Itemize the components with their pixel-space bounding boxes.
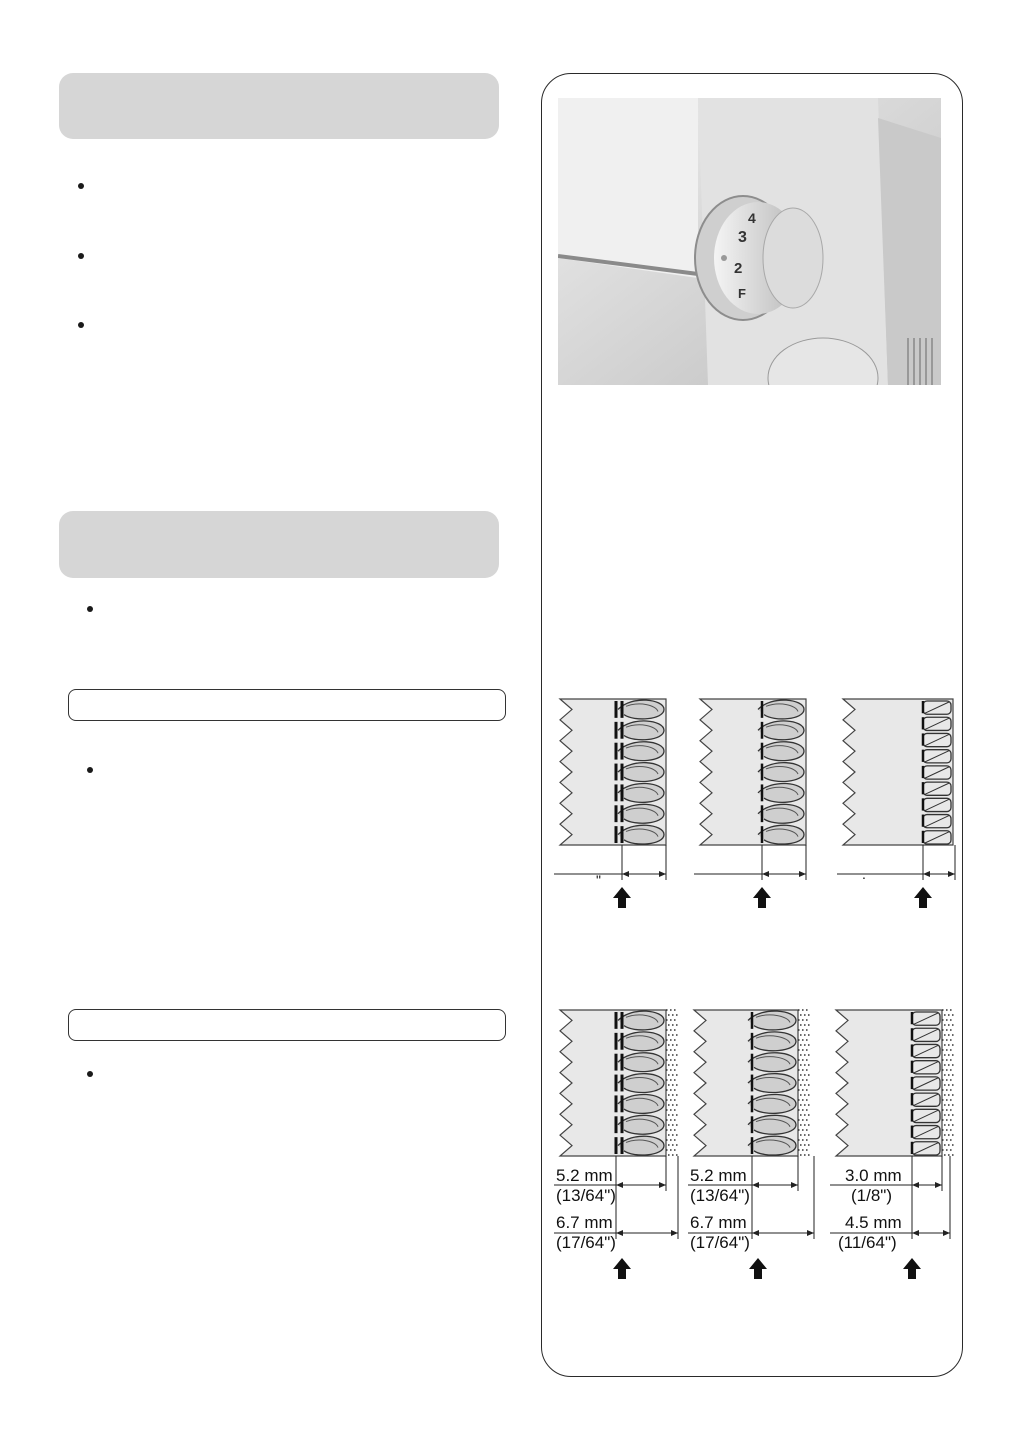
bullet <box>78 183 84 189</box>
dial-mark: 3 <box>738 229 747 246</box>
subheading-box-1 <box>68 689 506 721</box>
measure-inch: (17/64") <box>690 1233 750 1252</box>
needle-position-arrow <box>903 1258 921 1279</box>
needle-position-arrow <box>914 887 932 908</box>
measure-inch: (11/64") <box>838 1233 897 1252</box>
needle-position-arrow <box>613 887 631 908</box>
bullet <box>87 1071 93 1077</box>
measure-mm: 5.2 mm <box>556 1166 613 1185</box>
measure-label: . <box>862 866 866 882</box>
section-heading-box-2 <box>59 511 499 578</box>
measure-label: " <box>596 872 601 888</box>
bullet <box>87 606 93 612</box>
dial-mark: 4 <box>748 210 756 226</box>
dial-mark: F <box>738 286 746 301</box>
measure-inch: (13/64") <box>690 1186 750 1205</box>
needle-position-arrow <box>749 1258 767 1279</box>
stitch-diagram-row1-1 <box>554 697 674 912</box>
measure-inch: (13/64") <box>556 1186 616 1205</box>
measure-mm: 5.2 mm <box>690 1166 747 1185</box>
measure-mm: 6.7 mm <box>556 1213 613 1232</box>
dial-photo-drawing <box>558 98 941 385</box>
fabric <box>843 699 953 845</box>
stitch-diagram-row1-3 <box>837 697 962 912</box>
measure-mm: 6.7 mm <box>690 1213 747 1232</box>
measure-inch: (1/8") <box>851 1186 892 1205</box>
measure-inch: (17/64") <box>556 1233 616 1252</box>
needle-position-arrow <box>613 1258 631 1279</box>
bullet <box>78 322 84 328</box>
bullet <box>78 253 84 259</box>
section-heading-box-1 <box>59 73 499 139</box>
dial-mark: 2 <box>734 260 743 277</box>
measure-mm: 3.0 mm <box>845 1166 902 1185</box>
machine-dial-photo <box>558 98 941 385</box>
bullet <box>87 767 93 773</box>
stitch-diagram-row1-2 <box>694 697 814 912</box>
measure-mm: 4.5 mm <box>845 1213 902 1232</box>
needle-position-arrow <box>753 887 771 908</box>
subheading-box-2 <box>68 1009 506 1041</box>
